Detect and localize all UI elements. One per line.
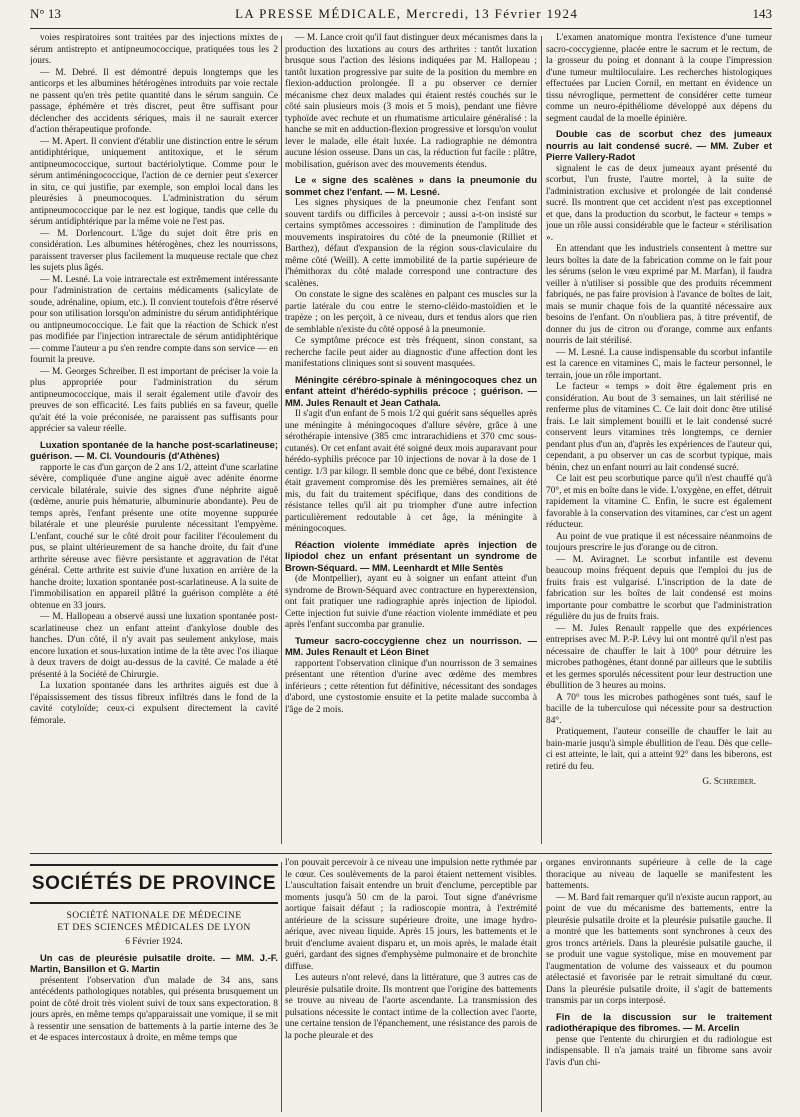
page-number: 143 xyxy=(752,6,772,21)
paragraph: présentent l'observation d'un malade de 34 ans, sans antécédents pathologiques notables, qui présenta brusquement un point de côté droit très violent suivi de toux sans expectoration. 8 jours après, en même temps qu'apparaissait une vomique, il se mit à ressentir une sensation de battements à la partie interne des 3e et 4e espaces intercostaux à droite, en même temps que xyxy=(30,975,278,1043)
paragraph: rapportent l'observation clinique d'un nourrisson de 3 semaines présentant une rétention d'urine avec œdème des membres inférieurs ; cette rétention fut définitive, nécessitant des sondages d'abord, une cystostomie ensuite et la petite malade succomba à l'âge de 2 mois. xyxy=(285,658,537,715)
paragraph: — M. Debré. Il est démontré depuis longtemps que les anticorps et les albumines hétérogènes introduits par voie rectale ne passent qu'en très petite quantité dans le sérum sanguin. Ce passage, éphémère et très discret, peut être suffisant pour déclencher des accidents sériques, mais il ne saurait exercer d'action thérapeutique profonde. xyxy=(30,67,278,135)
section-heading: Réaction violente immédiate après injection de lipiodol chez un enfant présentant un syndrome de Brown-Séquard. — MM. Leenhardt et Mlle Sentès xyxy=(285,538,537,573)
column-rule xyxy=(541,36,542,844)
paragraph: La luxation spontanée dans les arthrites aiguës est due à l'épaississement des tissus fibreux infiltrés dans le fond de la cavité cotyloïde; ceux-ci expulsent directement la cavité fémorale. xyxy=(30,681,278,726)
column-rule xyxy=(541,862,542,1112)
paragraph: organes environnants supérieure à celle de la cage thoracique au niveau de laquelle se manifestent les battements. xyxy=(546,858,772,891)
column-rule xyxy=(281,36,282,844)
section-heading: Le « signe des scalènes » dans la pneumonie du sommet chez l'enfant. — M. Lesné. xyxy=(285,174,537,197)
paragraph: — M. Georges Schreiber. Il est important de préciser la voie la plus appropriée pour l'administration du sérum antipneumococcique, mais il serait également utile d'avoir des preuves de son efficacité. Les faits publiés en sa faveur, quelle qu'ait été la voie préconisée, ne paraissent pas suffisants pour apprécier sa valeur réelle. xyxy=(30,366,278,434)
paragraph: A 70° tous les microbes pathogènes sont tués, sauf le bacille de la tuberculose qui nécessite pour sa destruction 84°. xyxy=(546,692,772,726)
section-heading: Méningite cérébro-spinale à méningocoques chez un enfant atteint d'hérédo-syphilis précoce ; guérison. — MM. Jules Renault et Jean Cathala. xyxy=(285,373,537,408)
paragraph: L'examen anatomique montra l'existence d'une tumeur sacro-coccygienne, placée entre le sacrum et le rectum, de la grosseur du poing et donnant à la coupe l'impression d'une tumeur multiloculaire. Les recherches histologiques effectuées par Lucien Cornil, en mettant en évidence un tissu névroglique, permettent de considérer cette tumeur comme un neuro-épithéliome développé aux dépens du segment caudal de la moelle épinière. xyxy=(546,33,772,124)
province-column-1 xyxy=(30,908,278,1113)
paragraph: — M. Bard fait remarquer qu'il n'existe aucun rapport, au point de vue du mécanisme des battements, entre la pleurésie pulsatile droite et la pleurésie pulsatile gauche. Il a montré que les battements sont synchrones à ceux des gros troncs artériels. Dans la pleurésie pulsatile gauche, il se produit une vague systolique, mise en mouvement par l'augmentation de volume des vaisseaux et du poumon atélectasié et favorisée par le retrait simultané du cœur. Dans la pleurésie pulsatile droite, il s'agit de battements transmis par un corps interposé. xyxy=(546,892,772,1006)
session-date: 6 Février 1924. xyxy=(125,937,183,947)
paragraph: Pratiquement, l'auteur conseille de chauffer le lait au bain-marie jusqu'à simple ébullition de l'eau. Dès que celle-ci est atteinte, le lait, qui a atteint 92° dans les biberons, est retiré du feu. xyxy=(546,727,772,772)
paragraph: pense que l'entente du chirurgien et du radiologue est indispensable. Il n'a jamais traité un fibrome sans avoir l'avis d'un chi- xyxy=(546,1034,772,1068)
society-name-line2: ET DES SCIENCES MÉDICALES DE LYON xyxy=(57,921,251,933)
section-heading: Fin de la discussion sur le traitement radiothérapique des fibromes. — M. Arcelin xyxy=(546,1010,772,1033)
paragraph: Les auteurs n'ont relevé, dans la littérature, que 3 autres cas de pleurésie pulsatile droite. Ils montrent que l'origine des battements se trouve au niveau de l'aorte ascendante. La transmission des pulsations nécessite le contact intime de la collection avec l'aorte, une certaine tension de l'épanchement, une résistance des parois de la poche pleurale et des xyxy=(285,973,537,1041)
paragraph: signalent le cas de deux jumeaux ayant présenté du scorbut, l'un fruste, l'autre mortel, à la suite de l'administration exclusive et prolongée de lait condensé sucré. Ils montrent que cet accident n'est pas exceptionnel et que, dans la production du scorbut, le facteur « temps » joue un rôle aussi considérable que le facteur « stérilisation ». xyxy=(546,163,772,243)
paragraph: l'on pouvait percevoir à ce niveau une impulsion nette rythmée par le cœur. Ces soulèvements de la paroi étaient nettement visibles. L'auscultation faisait entendre un bruit d'enclume, perceptible par moments jusqu'à 50 cm de la paroi. Tout signe d'anévrisme aortique faisait défaut ; la radioscopie montra, à l'extrémité antérieure de la scissure supérieure droite, une image hydro-aérique, avec niveau liquide. Après 15 jours, les battements et le bruit d'enclume avaient disparu et, un mois après, le malade était guéri, gardant des signes d'emphysème pulmonaire et de bronchite diffuse. xyxy=(285,858,537,972)
section-divider xyxy=(30,853,772,854)
signature: G. Schreiber. xyxy=(702,777,756,787)
paragraph: Au point de vue pratique il est nécessaire néanmoins de toujours prescrire le jus d'orange ou de citron. xyxy=(546,531,772,553)
paragraph: On constate le signe des scalènes en palpant ces muscles sur la partie latérale du cou entre le sterno-cléido-mastoïdien et le trapèze ; on les perçoit, à ce niveau, durs et tendus alors que rien de semblable n'existe du côté opposé à la pneumonie. xyxy=(285,290,537,335)
paragraph: Le facteur « temps » doit être également pris en considération. Au bout de 3 semaines, un lait stérilisé ne renferme plus de vitamines C. Ce lait doit donc être utilisé frais. Le lait simplement bouilli et le lait condensé sucré conservent leurs vitamines très longtemps, ce dernier pendant plus d'un an, d'après les expériences de l'auteur qui, cependant, a pu observer un cas de scorbut typique, mais bénin, chez un enfant nourri au lait condensé sucré. xyxy=(546,382,772,473)
paragraph: Les signes physiques de la pneumonie chez l'enfant sont souvent tardifs ou difficiles à percevoir ; aussi a-t-on insisté sur certains symptômes accessoires : diminution de l'amplitude des mouvements inspiratoires du côté de la pneumonie (Rilliet et Barthez), défaut d'expansion de la région sous-claviculaire du même côté (Weill). A cette immobilité de la partie supérieure de l'hémithorax du côté malade correspond une contracture des scalènes. xyxy=(285,198,537,289)
paragraph: rapporte le cas d'un garçon de 2 ans 1/2, atteint d'une scarlatine sévère, compliquée d'une angine aiguë avec adénite énorme cervicale bilatérale, suivie des signes d'une néphrite aiguë (œdème, anurie puis hématurie, albuminurie abondante). Peu de temps après, l'enfant présente une otite moyenne suppurée bilatérale et une pleurésie purulente nécessitant l'empyème. L'enfant, couché sur le côté droit pour faciliter l'écoulement du pus, se plaint ultérieurement de sa hanche droite, du fait d'une arthrite séreuse avec fièvre persistante et aggravation de l'état général. Cette arthrite est suivie d'une luxation en arrière de la hanche droite; luxation spontanée post-scarlatineuse. A la suite de l'immobilisation en appareil plâtré la guérison complète a été obtenue en 33 jours. xyxy=(30,462,278,611)
paragraph: — M. Hallopeau a observé aussi une luxation spontanée post-scarlatineuse chez un enfant atteint d'ankylose double des hanches. D'un côté, il n'y avait pas seulement ankylose, mais encore luxation et sous-luxation intime de la tête avec l'os iliaque à deux travers de doigt au-dessus de la cavité. Ce malade a été présenté à la Société de Chirurgie. xyxy=(30,612,278,680)
paragraph: En attendant que les industriels consentent à mettre sur leurs boîtes la date de la fabrication comme on le fait pour les sérums (selon le vœu exprimé par M. Marfan), il faudra veiller à n'utiliser si possible que des produits récemment fabriqués, ne pas faire provision à l'avance de boîtes de lait, mais se munir chaque fois de la quantité nécessaire aux besoins de l'enfant. On n'oubliera pas, à titre préventif, de donner du jus de citron ou d'orange, comme aux enfants nourris de lait stérilisé. xyxy=(546,244,772,346)
paragraph: Ce lait est peu scorbutique parce qu'il n'est chauffé qu'à 70°, et mis en boîte dans le vide. L'oxygène, en effet, détruit rapidement la vitamine C. Enfin, le sucre est également favorable à la conservation des vitamines, car c'est un agent réducteur. xyxy=(546,474,772,530)
paragraph: — M. Lesné. La voie intrarectale est extrêmement intéressante pour l'administration de certains médicaments (salicylate de soude, adrénaline, opium, etc.). Il convient toutefois d'être réservé pour son utilisation lorsqu'on administre du sérum antidiphtérique ou antipneumococcique. Le fait que la réaction de Schick n'est pas modifiée par l'injection intrarectale de sérum antidiphtérique — comme l'auteur a pu s'en rendre compte dans son service — en fournit la preuve. xyxy=(30,274,278,365)
paragraph: — M. Aviragnet. Le scorbut infantile est devenu beaucoup moins fréquent depuis que l'emploi du jus de fruits frais est vulgarisé. L'inscription de la date de fabrication sur les boîtes de lait condensé est moins importante pour combattre le scorbut que l'administration régulière du jus de fruits frais. xyxy=(546,554,772,622)
paragraph: — M. Dorlencourt. L'âge du sujet doit être pris en considération. Les albumines hétérogènes, chez les nourrissons, paraissent traverser plus facilement la muqueuse rectale que chez les sujets plus âgés. xyxy=(30,228,278,273)
paragraph: — M. Lesné. La cause indispensable du scorbut infantile est la carence en vitamines C, mais le facteur personnel, le terrain, joue un rôle important. xyxy=(546,347,772,381)
paragraph: — M. Lance croit qu'il faut distinguer deux mécanismes dans la production des luxations au cours des arthrites : tantôt luxation brusque sous l'action des lésions indiquées par M. Hallopeau ; tantôt luxation progressive par suite de la position du membre en flexion-adduction prolongée. Il a pu observer ce dernier mécanisme chez deux malades qui étaient restés couchés sur le côté sain plusieurs mois (3 mois et 5 mois), pendant une fièvre typhoïde avec rechute et un rhumatisme articulaire généralisé : la hanche se mit en adduction-flexion progressive et lorsqu'on voulut lever le malade, elle était luxée. La radiographie ne démontra aucune lésion osseuse. Dans un cas, la réduction fut facile : plâtre, mobilisation, guérison avec des mouvements étendus. xyxy=(285,33,537,170)
column-rule xyxy=(281,862,282,1112)
column-2 xyxy=(285,33,537,848)
section-title: SOCIÉTÉS DE PROVINCE xyxy=(30,864,278,904)
header-rule xyxy=(30,28,772,29)
issue-number: N° 13 xyxy=(30,6,61,21)
province-column-2 xyxy=(285,858,537,1113)
journal-title: LA PRESSE MÉDICALE, Mercredi, 13 Février 1924 xyxy=(235,6,579,21)
paragraph: — M. Jules Renault rappelle que des expériences entreprises avec M. P.-P. Lévy lui ont montré qu'il n'est pas nécessaire de chauffer le lait à 100° pour détruire les microbes pathogènes, étant donné par ailleurs que le subtilis et les germes sporulés nécessitent pour leur destruction une ébullition de 3 heures au moins. xyxy=(546,623,772,691)
section-heading: Un cas de pleurésie pulsatile droite. — MM. J.-F. Martin, Bansillon et G. Martin xyxy=(30,951,278,974)
section-heading: Double cas de scorbut chez des jumeaux nourris au lait condensé sucré. — MM. Zuber et Pierre Vallery-Radot xyxy=(546,128,772,162)
society-name: SOCIÉTÉ NATIONALE DE MÉDECINE xyxy=(66,910,242,921)
paragraph: voies respiratoires sont traitées par des injections mixtes de sérum antistrepto et antipneumococcique, pratiquées tous les 2 jours. xyxy=(30,33,278,66)
paragraph: — M. Apert. Il convient d'établir une distinction entre le sérum antidiphtérique, uniquement antitoxique, et le sérum antipneumococcique, surtout bactériolytique. Comme pour le sérum antiméningococcique, l'action de ce dernier peut s'exercer in situ, ce qui justifie, par exemple, son emploi local dans les pleurésies à pneumocoques. L'administration du sérum antipneumococcique par le nez est logique, tandis que celle du sérum antidiphtérique par la même voie ne l'est pas. xyxy=(30,136,278,227)
running-header xyxy=(30,6,772,28)
column-3 xyxy=(546,33,772,848)
province-column-3 xyxy=(546,858,772,1113)
paragraph: (de Montpellier), ayant eu à soigner un enfant atteint d'un syndrome de Brown-Séquard avec contracture en hyperextension, ont fait pratiquer une radiographie après injection de lipiodol. Cette injection fut suivie d'une réaction violente immédiate et peu après l'enfant succomba par granulie. xyxy=(285,574,537,630)
section-heading: Tumeur sacro-coccygienne chez un nourrisson. — MM. Jules Renault et Léon Binet xyxy=(285,634,537,657)
paragraph: Il s'agit d'un enfant de 5 mois 1/2 qui guérit sans séquelles après une méningite à méningocoques d'allure sévère, grâce à une sérothérapie intensive (385 cmc intrarachidiens et 370 cmc sous-cutanés). Or cet enfant avait été soigné deux mois auparavant pour hérédo-syphilis précoce par 10 injections de novar à la dose de 1 centigr. 1/3 par kilogr. Il semble donc que ce bébé, dont l'existence était gravement compromise dès les premières semaines, ait été mis, du fait du traitement spécifique, dans des conditions de résistance telles qu'il ait pu triompher d'une autre infection particulièrement redoutable à cet âge, la méningite à méningocoques. xyxy=(285,409,537,534)
section-heading: Luxation spontanée de la hanche post-scarlatineuse; guérison. — M. Cl. Voundouris (d'Athènes) xyxy=(30,438,278,461)
paragraph: Ce symptôme précoce est très fréquent, sinon constant, sa recherche facile peut aider au diagnostic d'une affection dont les manifestations cliniques sont si souvent masquées. xyxy=(285,336,537,369)
column-1 xyxy=(30,33,278,848)
